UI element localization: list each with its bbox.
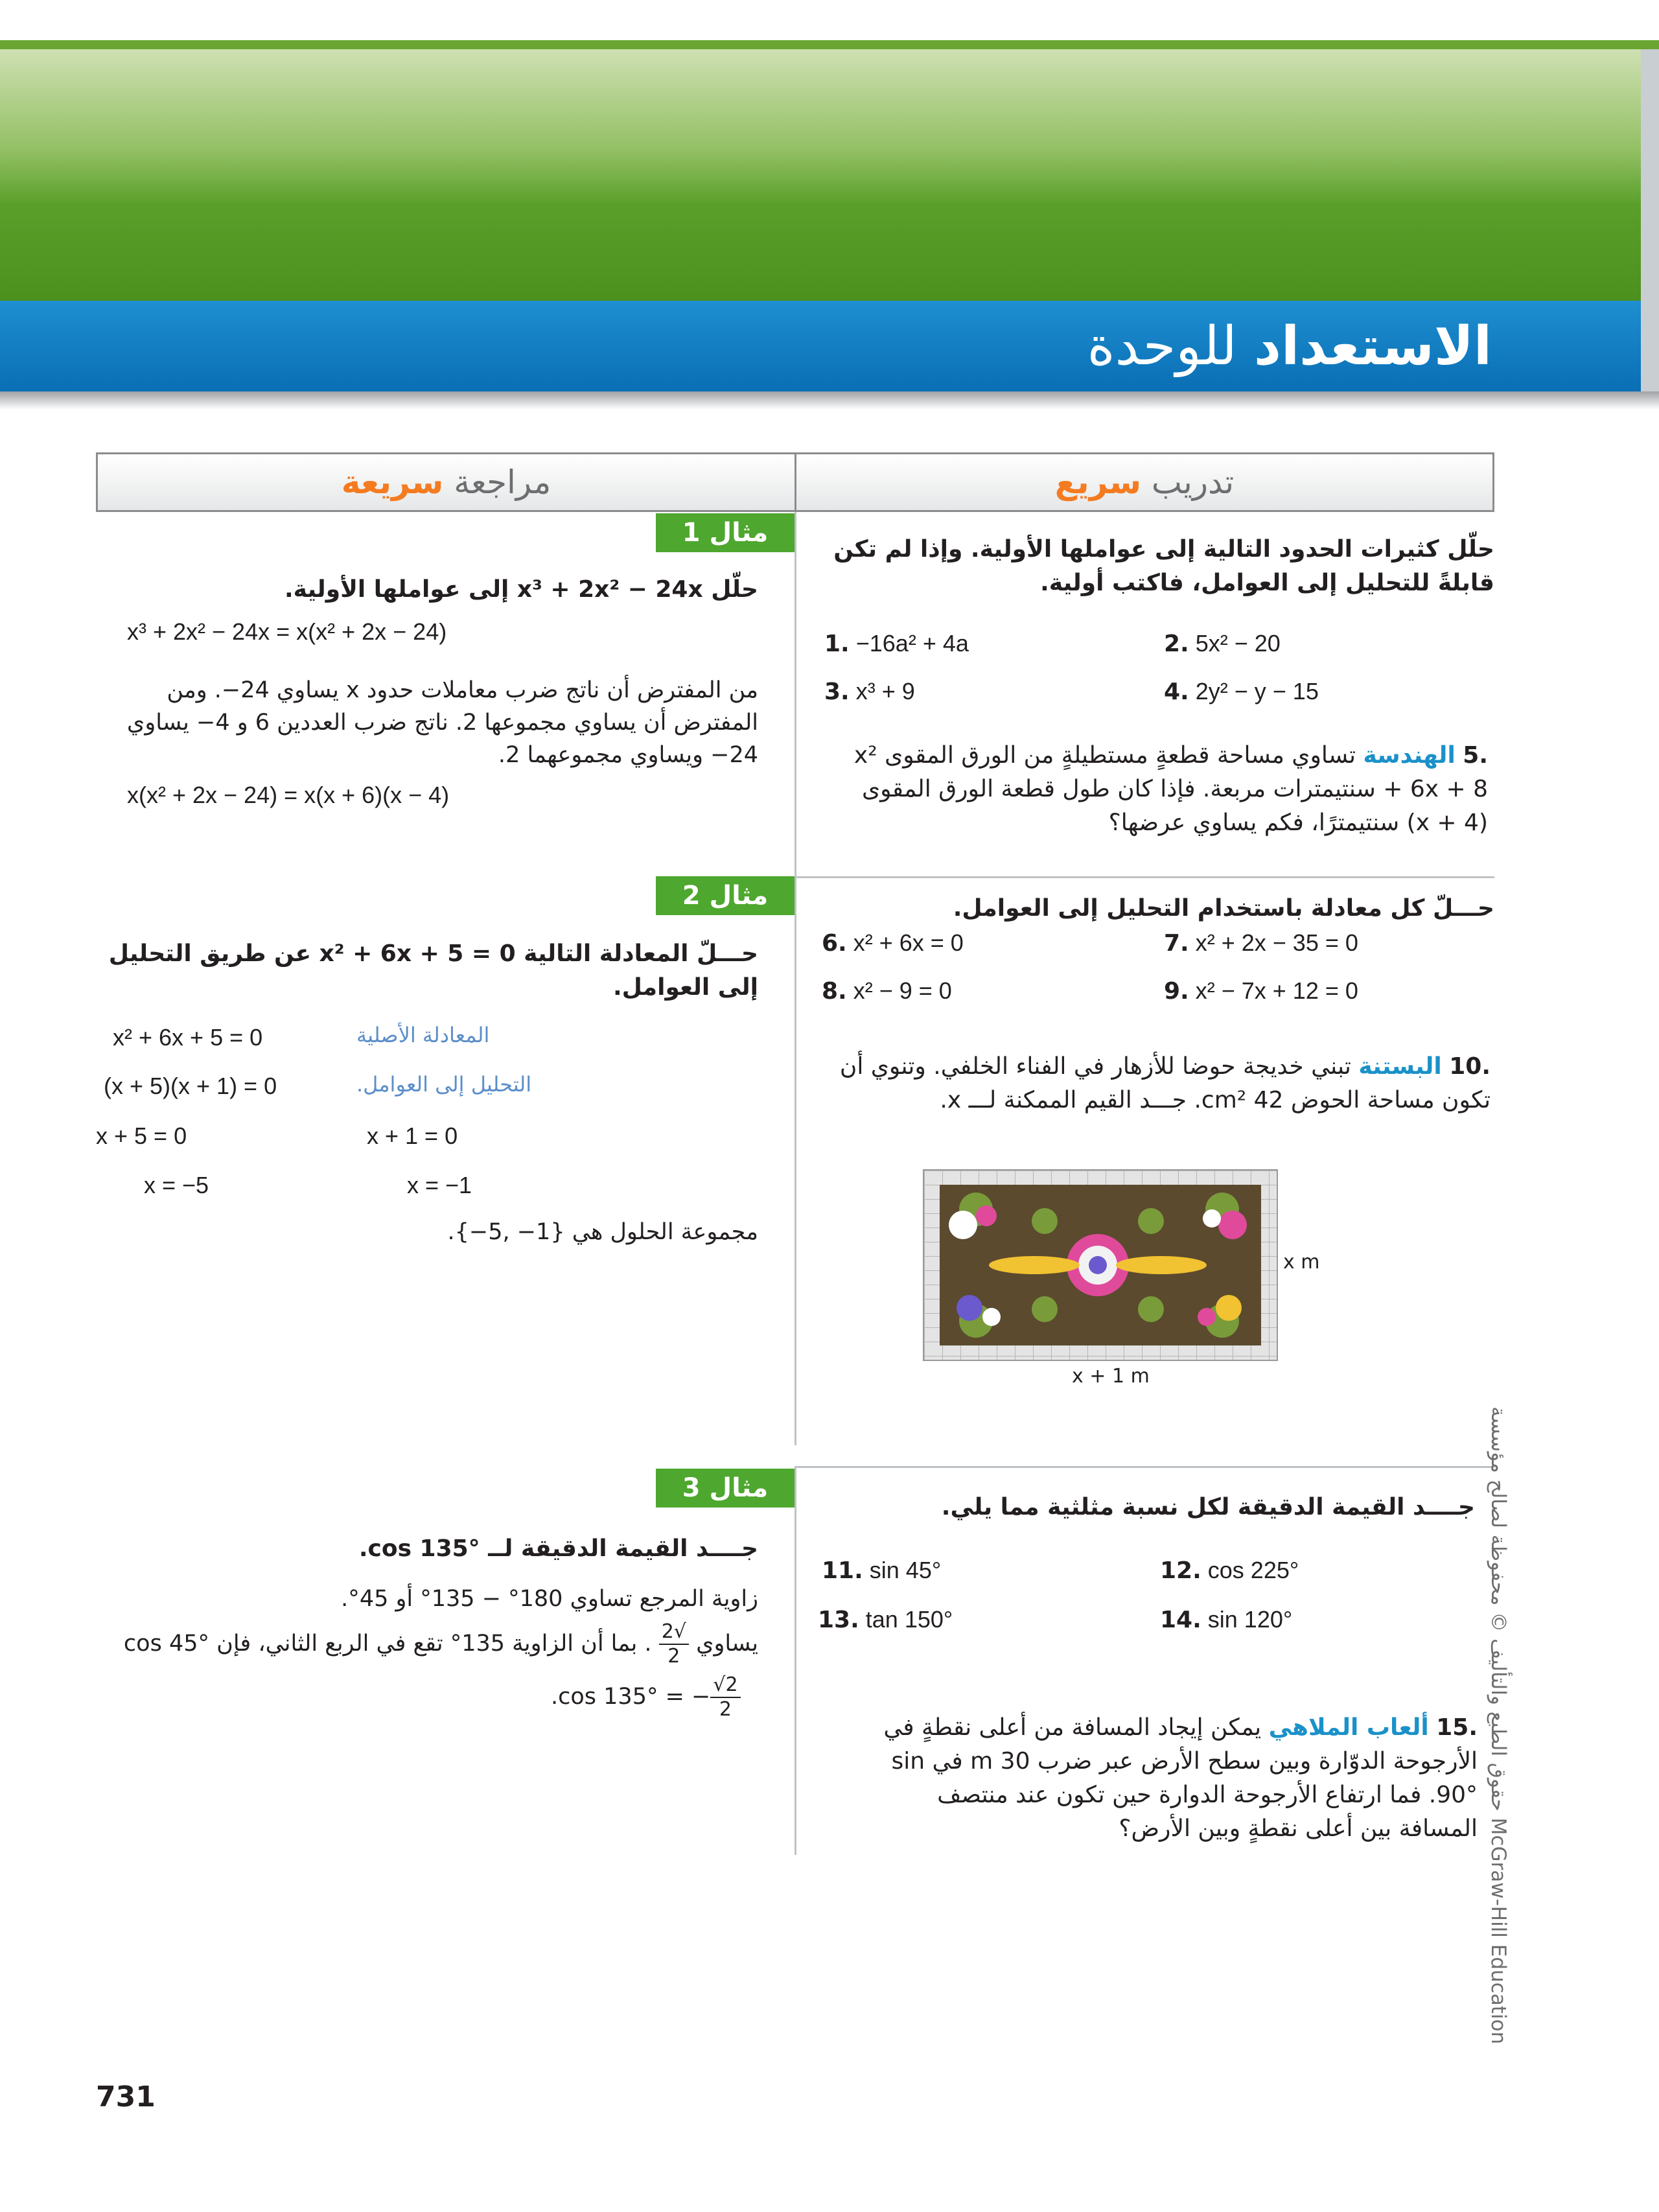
example-2-eq-4b: x = −1 xyxy=(407,1172,472,1198)
exercise-5: .5 الهندسة تساوي مساحة قطعةٍ مستطيلةٍ من الورق المقوى x² + 6x + 8 سنتيمترات مربعة. فإذا كان طول قطعة الورق المقوى (x + 4) سنتيمترًا، فكم يساوي عرضها؟ xyxy=(853,742,1488,836)
example-2-eq-3b: x + 1 = 0 xyxy=(367,1123,458,1149)
exercise-15: .15 ألعاب الملاهي يمكن إيجاد المسافة من أعلى نقطةٍ في الأرجوحة الدوّارة وبين سطح الأرض عبر ضرب 30 m في sin 90°. فما ارتفاع الأرجوحة الدوارة حين تكون عند منتصف المسافة بين أعلى نقطةٍ وبين الأرض؟ xyxy=(883,1714,1478,1842)
exercise-8: 8. x² − 9 = 0 xyxy=(822,977,952,1005)
page-title-bold: الاستعداد xyxy=(1253,316,1492,377)
page-edge-tab xyxy=(1641,49,1659,391)
page-number: 731 xyxy=(96,2080,156,2113)
practice-instructions-2: حـــلّ كل معادلة باستخدام التحليل إلى العوامل. xyxy=(953,895,1494,922)
example-2-eq-3a: x + 5 = 0 xyxy=(96,1123,187,1149)
exercise-11: 11. sin 45° xyxy=(822,1557,942,1584)
example-1-explanation: من المفترض أن ناتج ضرب معاملات حدود x يساوي 24−. ومن المفترض أن يساوي مجموعها 2. ناتج ضرب العددين 6 و 4− يساوي 24− ويساوي مجموعهما 2. xyxy=(126,677,758,768)
exercise-14: 14. sin 120° xyxy=(1160,1606,1293,1633)
flower-bed-illustration xyxy=(924,1170,1277,1360)
copyright-credit: حقوق الطبع والتأليف © محفوظة لصالح مؤسسة McGraw-Hill Education xyxy=(1487,1406,1510,2045)
example-1-problem: حلّل x³ + 2x² − 24x إلى عواملها الأولية. xyxy=(284,576,758,603)
exercise-10: .10 البستنة تبني خديجة حوضا للأزهار في الفناء الخلفي. وتنوي أن تكون مساحة الحوض 42 cm². جـــد القيم الممكنة لـــ x. xyxy=(839,1053,1491,1113)
column-divider-lower xyxy=(795,1466,796,1855)
example-2-eq-2: (x + 5)(x + 1) = 0 xyxy=(104,1073,277,1099)
exercise-13: 13. tan 150° xyxy=(818,1606,953,1633)
example-3-tab: مثال 3 xyxy=(656,1469,795,1508)
sqrt2-over-2-fraction: $\frac{√2}{2}$ xyxy=(710,1673,740,1721)
column-divider xyxy=(795,512,796,1445)
example-2-eq-1: x² + 6x + 5 = 0 xyxy=(113,1024,263,1051)
practice-instructions-1: حلّل كثيرات الحدود التالية إلى عواملها الأولية. وإذا لم تكن قابلةً للتحليل إلى العوامل، فاكتب أولية. xyxy=(833,536,1494,596)
example-3-problem: جــــد القيمة الدقيقة لــ cos 135°. xyxy=(358,1535,758,1562)
example-3-text: cos 45° يساوي $\frac{√2}{2}$ . بما أن الزاوية 135° تقع في الربع الثاني، فإن xyxy=(123,1620,758,1668)
example-3-reference: زاوية المرجع تساوي 180° − 135° أو 45°. xyxy=(341,1586,758,1612)
header-green-band xyxy=(0,49,1659,301)
figure-length-label: x + 1 m xyxy=(1072,1365,1150,1388)
exercise-3: 3. x³ + 9 xyxy=(824,678,915,705)
flower-bed-figure xyxy=(923,1169,1278,1361)
exercise-2: 2. 5x² − 20 xyxy=(1164,630,1281,657)
example-2-eq-2-note: التحليل إلى العوامل. xyxy=(356,1072,532,1097)
exercise-1: 1. −16a² + 4a xyxy=(824,630,969,657)
exercise-6: 6. x² + 6x = 0 xyxy=(822,929,964,957)
example-1-step-1: x³ + 2x² − 24x = x(x² + 2x − 24) xyxy=(127,618,447,645)
exercise-4: 4. 2y² − y − 15 xyxy=(1164,678,1319,705)
quick-review-header: مراجعة سريعة xyxy=(96,452,796,512)
sqrt2-over-2-fraction: $\frac{√2}{2}$ xyxy=(659,1620,689,1668)
exercise-9: 9. x² − 7x + 12 = 0 xyxy=(1164,977,1358,1005)
quick-practice-header: تدريب سريع xyxy=(795,452,1494,512)
example-2-eq-1-note: المعادلة الأصلية xyxy=(356,1023,490,1047)
page-title-rest: للوحدة xyxy=(1087,316,1237,377)
section-divider xyxy=(795,1466,1494,1468)
example-1-step-2: x(x² + 2x − 24) = x(x + 6)(x − 4) xyxy=(127,782,450,808)
figure-width-label: x m xyxy=(1283,1251,1320,1274)
example-3-final: .cos 135° = − $\frac{√2}{2}$ xyxy=(551,1673,741,1721)
example-2-solution: مجموعة الحلول هي {1− ,5−}. xyxy=(447,1219,758,1245)
page-title xyxy=(1087,305,1492,389)
example-2-problem: حـــلّ المعادلة التالية x² + 6x + 5 = 0 عن طريق التحليل إلى العوامل. xyxy=(108,940,758,1001)
header-top-line xyxy=(0,40,1659,49)
example-2-eq-4a: x = −5 xyxy=(144,1172,209,1198)
header-shadow xyxy=(0,391,1659,410)
section-divider xyxy=(795,876,1494,878)
practice-instructions-3: جــــد القيمة الدقيقة لكل نسبة مثلثية مما يلي. xyxy=(941,1494,1475,1520)
exercise-12: 12. cos 225° xyxy=(1160,1557,1299,1584)
exercise-7: 7. x² + 2x − 35 = 0 xyxy=(1164,929,1358,957)
example-2-tab: مثال 2 xyxy=(656,876,795,915)
example-1-tab: مثال 1 xyxy=(656,513,795,552)
